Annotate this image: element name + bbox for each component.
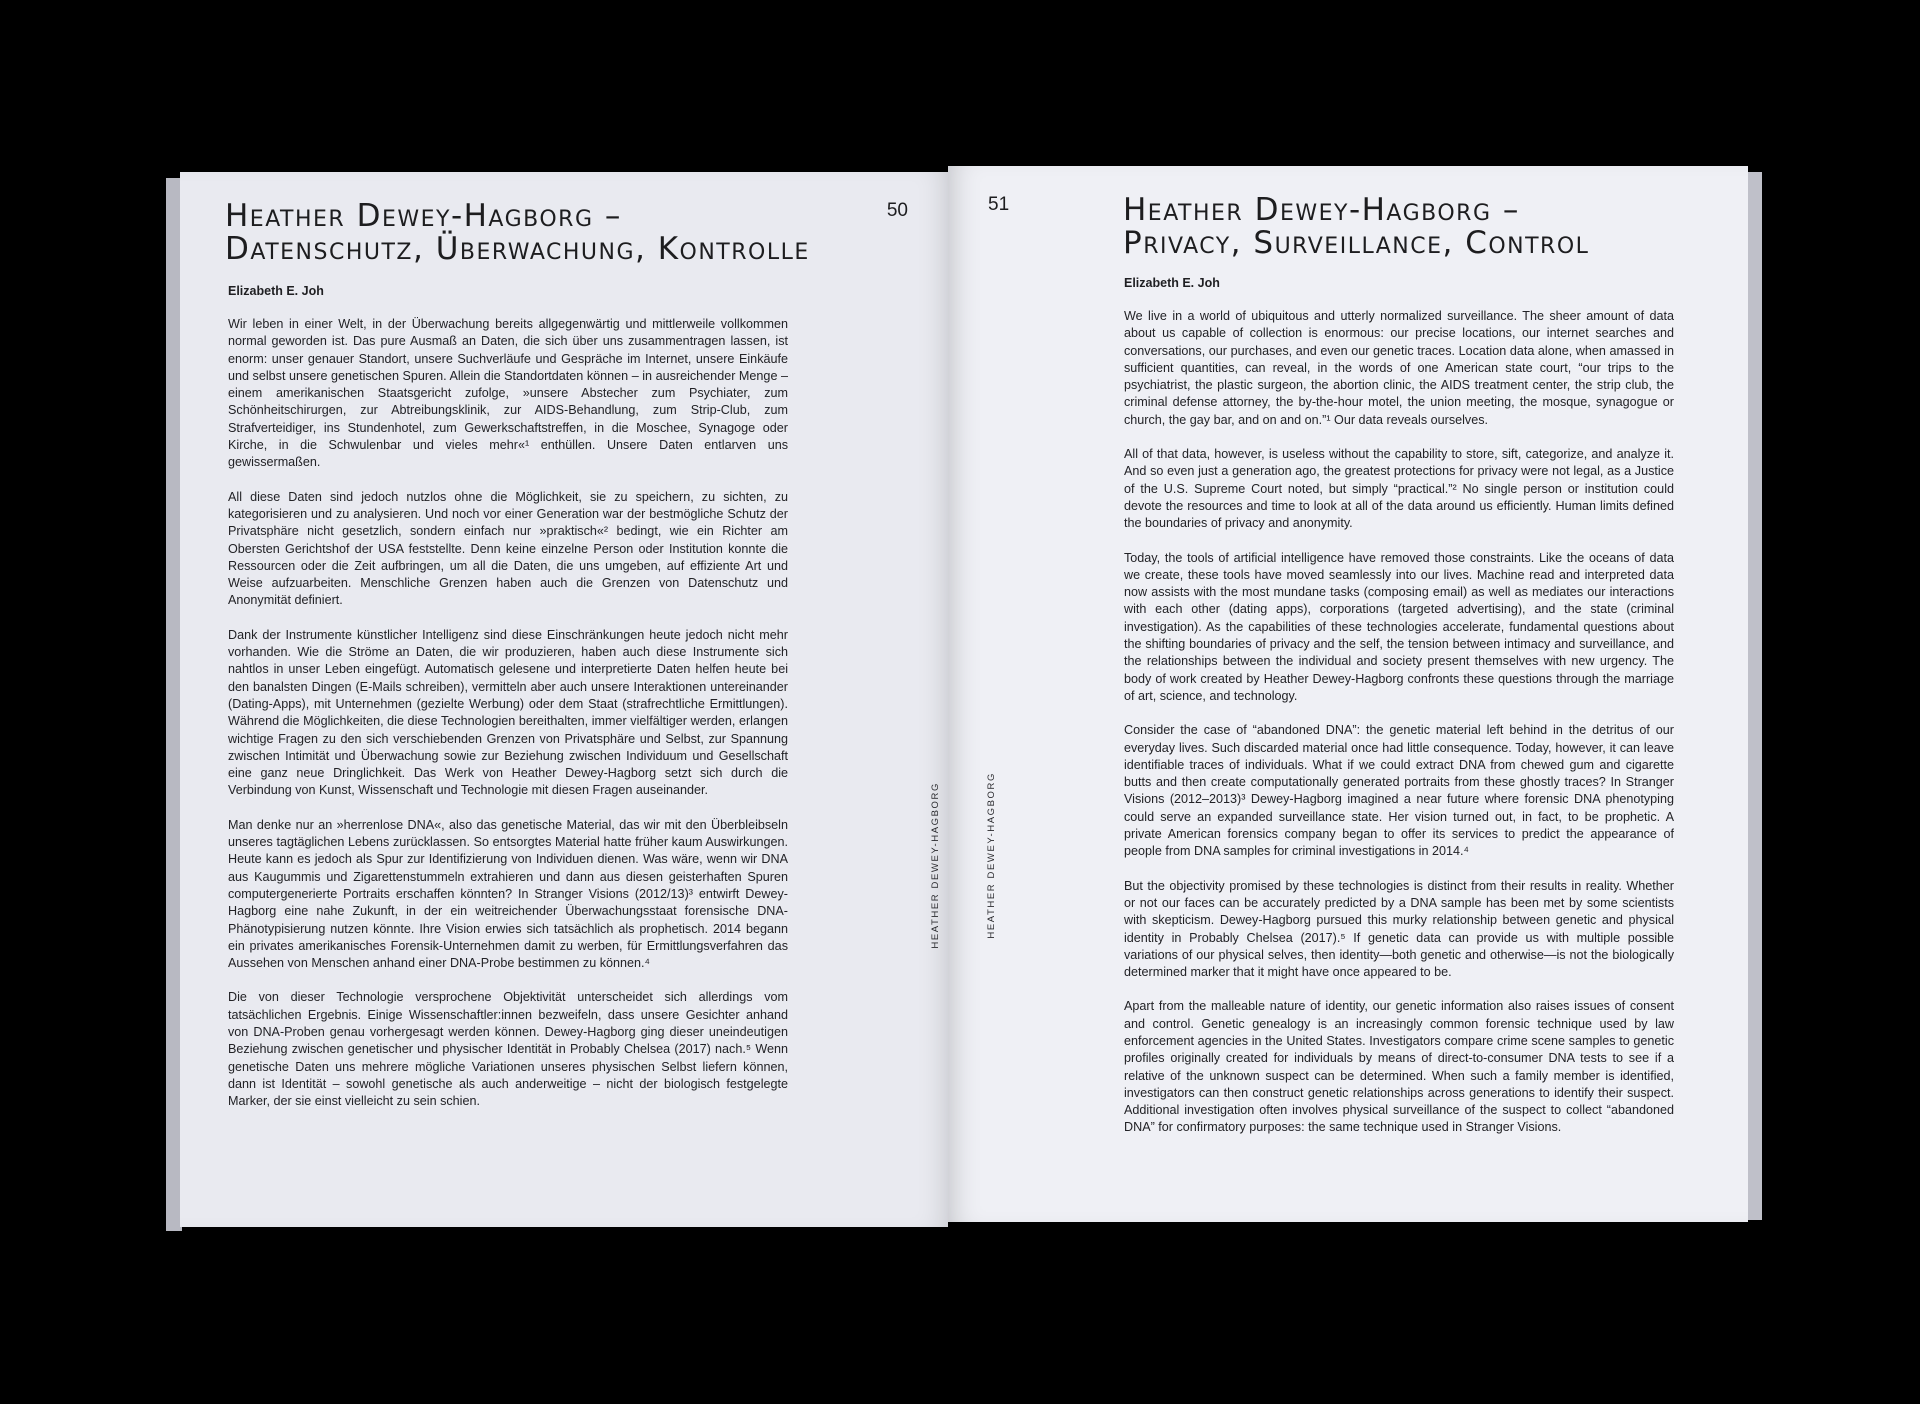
right-page xyxy=(948,166,1748,1222)
paragraph: Die von dieser Technologie versprochene Objektivität unterscheidet sich allerdings vom tatsächlichen Ergebnis. Einige Wissenschaftler:innen bezweifeln, dass unsere Gesichter anhand von DNA-Proben genau vorhergesagt werden können. Dewey-Hagborg ging dieser uneindeutigen Beziehung zwischen genetischer und physischer Identität in Probably Chelsea (2017) nach.⁵ Wenn genetische Daten uns mehrere mögliche Variationen unseres physischen Selbst liefern können, dann ist Identität – sowohl genetische als auch anderweitige – nicht der biologisch festgelegte Marker, der sie einst vielleicht zu sein schien. xyxy=(228,990,788,1109)
page-number: 51 xyxy=(988,194,1010,215)
paragraph: Dank der Instrumente künstlicher Intelligenz sind diese Einschränkungen heute jedoch nicht mehr vorhanden. Wie die Ströme an Daten, die wir produzieren, haben auch diese Instrumente sich nahtlos in unser Leben eingefügt. Automatisch gelesene und interpretierte Daten helfen heute bei den banalsten Dingen (E-Mails schreiben), vermitteln aber auch unsere Interaktionen untereinander (Dating-Apps), mit Unternehmen (gezielte Werbung) oder dem Staat (strafrechtliche Ermittlungen). Während die Möglichkeiten, die diese Technologien bereithalten, immer vielfältiger werden, erlangen wichtige Fragen zu den sich verschiebenden Grenzen von Privatsphäre und Selbst, zur Spannung zwischen Intimität und Überwachung sowie zur Beziehung zwischen Individuum und Gesellschaft eine ganz neue Dringlichkeit. Das Werk von Heather Dewey-Hagborg setzt sich durch die Verbindung von Kunst, Wissenschaft und Technologie mit diesen Fragen auseinander. xyxy=(228,627,788,798)
paragraph: Man denke nur an »herrenlose DNA«, also das genetische Material, das wir mit den Überbleibseln unseres tagtäglichen Lebens zurücklassen. So entsorgtes Material hatte früher kaum Auswirkungen. Heute kann es jedoch als Spur zur Identifizierung von Individuen dienen. Was wäre, wenn wir DNA aus Kaugummis und Zigarettenstummeln extrahieren und dann aus diesen geisterhaften Spuren computergenerierte Portraits erschaffen könnten? In Stranger Visions (2012/13)³ entwirft Dewey-Hagborg eine nahe Zukunft, in der ein weitreichender Überwachungsstaat forensische DNA-Phänotypisierung nutzen könnte. Ihre Vision erwies sich tatsächlich als prophetisch. 2014 begann ein privates amerikanisches Forensik-Unternehmen damit zu werben, für Ermittlungsverfahren das Aussehen von Menschen anhand einer DNA-Probe bestimmen zu können.⁴ xyxy=(228,817,788,971)
paragraph: Today, the tools of artificial intelligence have removed those constraints. Like the oceans of data we create, these tools have moved seamlessly into our lives. Machine read and interpreted data now assists with the most mundane tasks (composing email) as well as mediates our interactions with each other (dating apps), corporations (targeted advertising), and the state (criminal investigation). As the capabilities of these technologies accelerate, fundamental questions about the shifting boundaries of privacy and the self, the tension between intimacy and surveillance, and the relationships between the individual and society present themselves with new urgency. The body of work created by Heather Dewey-Hagborg confronts these questions through the marriage of art, science, and technology. xyxy=(1124,550,1674,703)
title-line-2: Privacy, Surveillance, Control xyxy=(1123,225,1590,261)
page-title xyxy=(225,200,810,266)
author-name: Elizabeth E. Joh xyxy=(1124,276,1220,290)
paragraph: All diese Daten sind jedoch nutzlos ohne die Möglichkeit, sie zu speichern, zu sichten, zu kategorisieren und zu analysieren. Und noch vor einer Generation war der bestmögliche Schutz der Privatsphäre nicht gesetzlich, sondern einfach nur »praktisch«² bedingt, wie ein Richter am Obersten Gerichtshof der USA feststellte. Denn keine einzelne Person oder Institution konnte die Ressourcen oder die Zeit aufbringen, um all die Daten, die uns umgeben, auf effiziente Art und Weise aufzuarbeiten. Menschliche Grenzen haben auch die Grenzen von Datenschutz und Anonymität definiert. xyxy=(228,489,788,608)
running-header: HEATHER DEWEY-HAGBORG xyxy=(986,772,997,939)
paragraph: Apart from the malleable nature of identity, our genetic information also raises issues of consent and control. Genetic genealogy is an increasingly common forensic technique used by law enforcement agencies in the United States. Investigators compare crime scene samples to genetic profiles originally created for individuals by means of direct-to-consumer DNA tests to see if a relative of the unknown suspect can be determined. When such a family member is identified, investigators can then construct genetic relationships across generations to identify their suspect. Additional investigation often involves physical surveillance of the suspect to collect “abandoned DNA” for confirmatory purposes: the same technique used in Stranger Visions. xyxy=(1124,999,1674,1135)
title-line-1: Heather Dewey-Hagborg – xyxy=(225,198,622,234)
title-line-1: Heather Dewey-Hagborg – xyxy=(1123,192,1520,228)
author-name: Elizabeth E. Joh xyxy=(228,284,324,298)
page-title xyxy=(1123,194,1589,260)
paragraph: But the objectivity promised by these technologies is distinct from their results in reality. Whether or not our faces can be accurately predicted by a DNA sample has been met by some scientists with skepticism. Dewey-Hagborg pursued this murky relationship between genetic and physical identity in Probably Chelsea (2017).⁵ If genetic data can provide us with multiple possible variations of our physical selves, then identity—both genetic and otherwise—is not the biologically determined marker that it might have once appeared to be. xyxy=(1124,878,1674,980)
article-body xyxy=(1124,308,1674,1154)
paragraph: Consider the case of “abandoned DNA”: the genetic material left behind in the detritus of our everyday lives. Such discarded material once had little consequence. Today, however, it can leave identifiable traces of individuals. What if we could extract DNA from chewed gum and cigarette butts and then create computationally generated portraits from these ghostly traces? In Stranger Visions (2012–2013)³ Dewey-Hagborg imagined a near future where forensic DNA phenotyping could serve an expanded surveillance state. Her vision turned out, in fact, to be prophetic. A private American forensics company began to offer its services to predict the appearance of people from DNA samples for criminal investigations in 2014.⁴ xyxy=(1124,723,1674,859)
title-line-2: Datenschutz, Überwachung, Kontrolle xyxy=(225,231,810,267)
left-page xyxy=(180,172,948,1227)
paragraph: All of that data, however, is useless without the capability to store, sift, categorize, and analyze it. And so even just a generation ago, the greatest protections for privacy were not legal, as a Justice of the U.S. Supreme Court noted, but simply “practical.”² No single person or institution could devote the resources and time to look at all of the data around us efficiently. Human limits defined the boundaries of privacy and anonymity. xyxy=(1124,447,1674,531)
paragraph: Wir leben in einer Welt, in der Überwachung bereits allgegenwärtig und mittlerweile vollkommen normal geworden ist. Das pure Ausmaß an Daten, die sich über uns zusammentragen lassen, ist enorm: unser genauer Standort, unsere Suchverläufe und Gespräche im Internet, unsere Einkäufe und selbst unsere genetischen Spuren. Allein die Standortdaten können – in ausreichender Menge – einem amerikanischen Staatsgericht zufolge, »unsere Abstecher zum Psychiater, zum Schönheitschirurgen, zur Abtreibungsklinik, zur AIDS-Behandlung, zum Strip-Club, zum Strafverteidiger, ins Stundenhotel, zum Gewerkschaftstreffen, in die Moschee, Synagoge oder Kirche, in die Schwulenbar und vieles mehr«¹ enthüllen. Unsere Daten entlarven uns gewissermaßen. xyxy=(228,317,788,470)
right-page-stack-edge xyxy=(1746,172,1762,1220)
running-header: HEATHER DEWEY-HAGBORG xyxy=(930,782,941,949)
article-body xyxy=(228,316,788,1127)
paragraph: We live in a world of ubiquitous and utterly normalized surveillance. The sheer amount of data about us capable of collection is enormous: our precise locations, our internet searches and conversations, our purchases, and even our genetic traces. Location data alone, when amassed in sufficient quantities, can reveal, in the words of one American state court, “our trips to the psychiatrist, the plastic surgeon, the abortion clinic, the AIDS treatment center, the strip club, the criminal defense attorney, the by-the-hour motel, the union meeting, the mosque, synagogue or church, the gay bar, and on and on.”¹ Our data reveals ourselves. xyxy=(1124,309,1674,427)
page-number: 50 xyxy=(886,200,908,221)
